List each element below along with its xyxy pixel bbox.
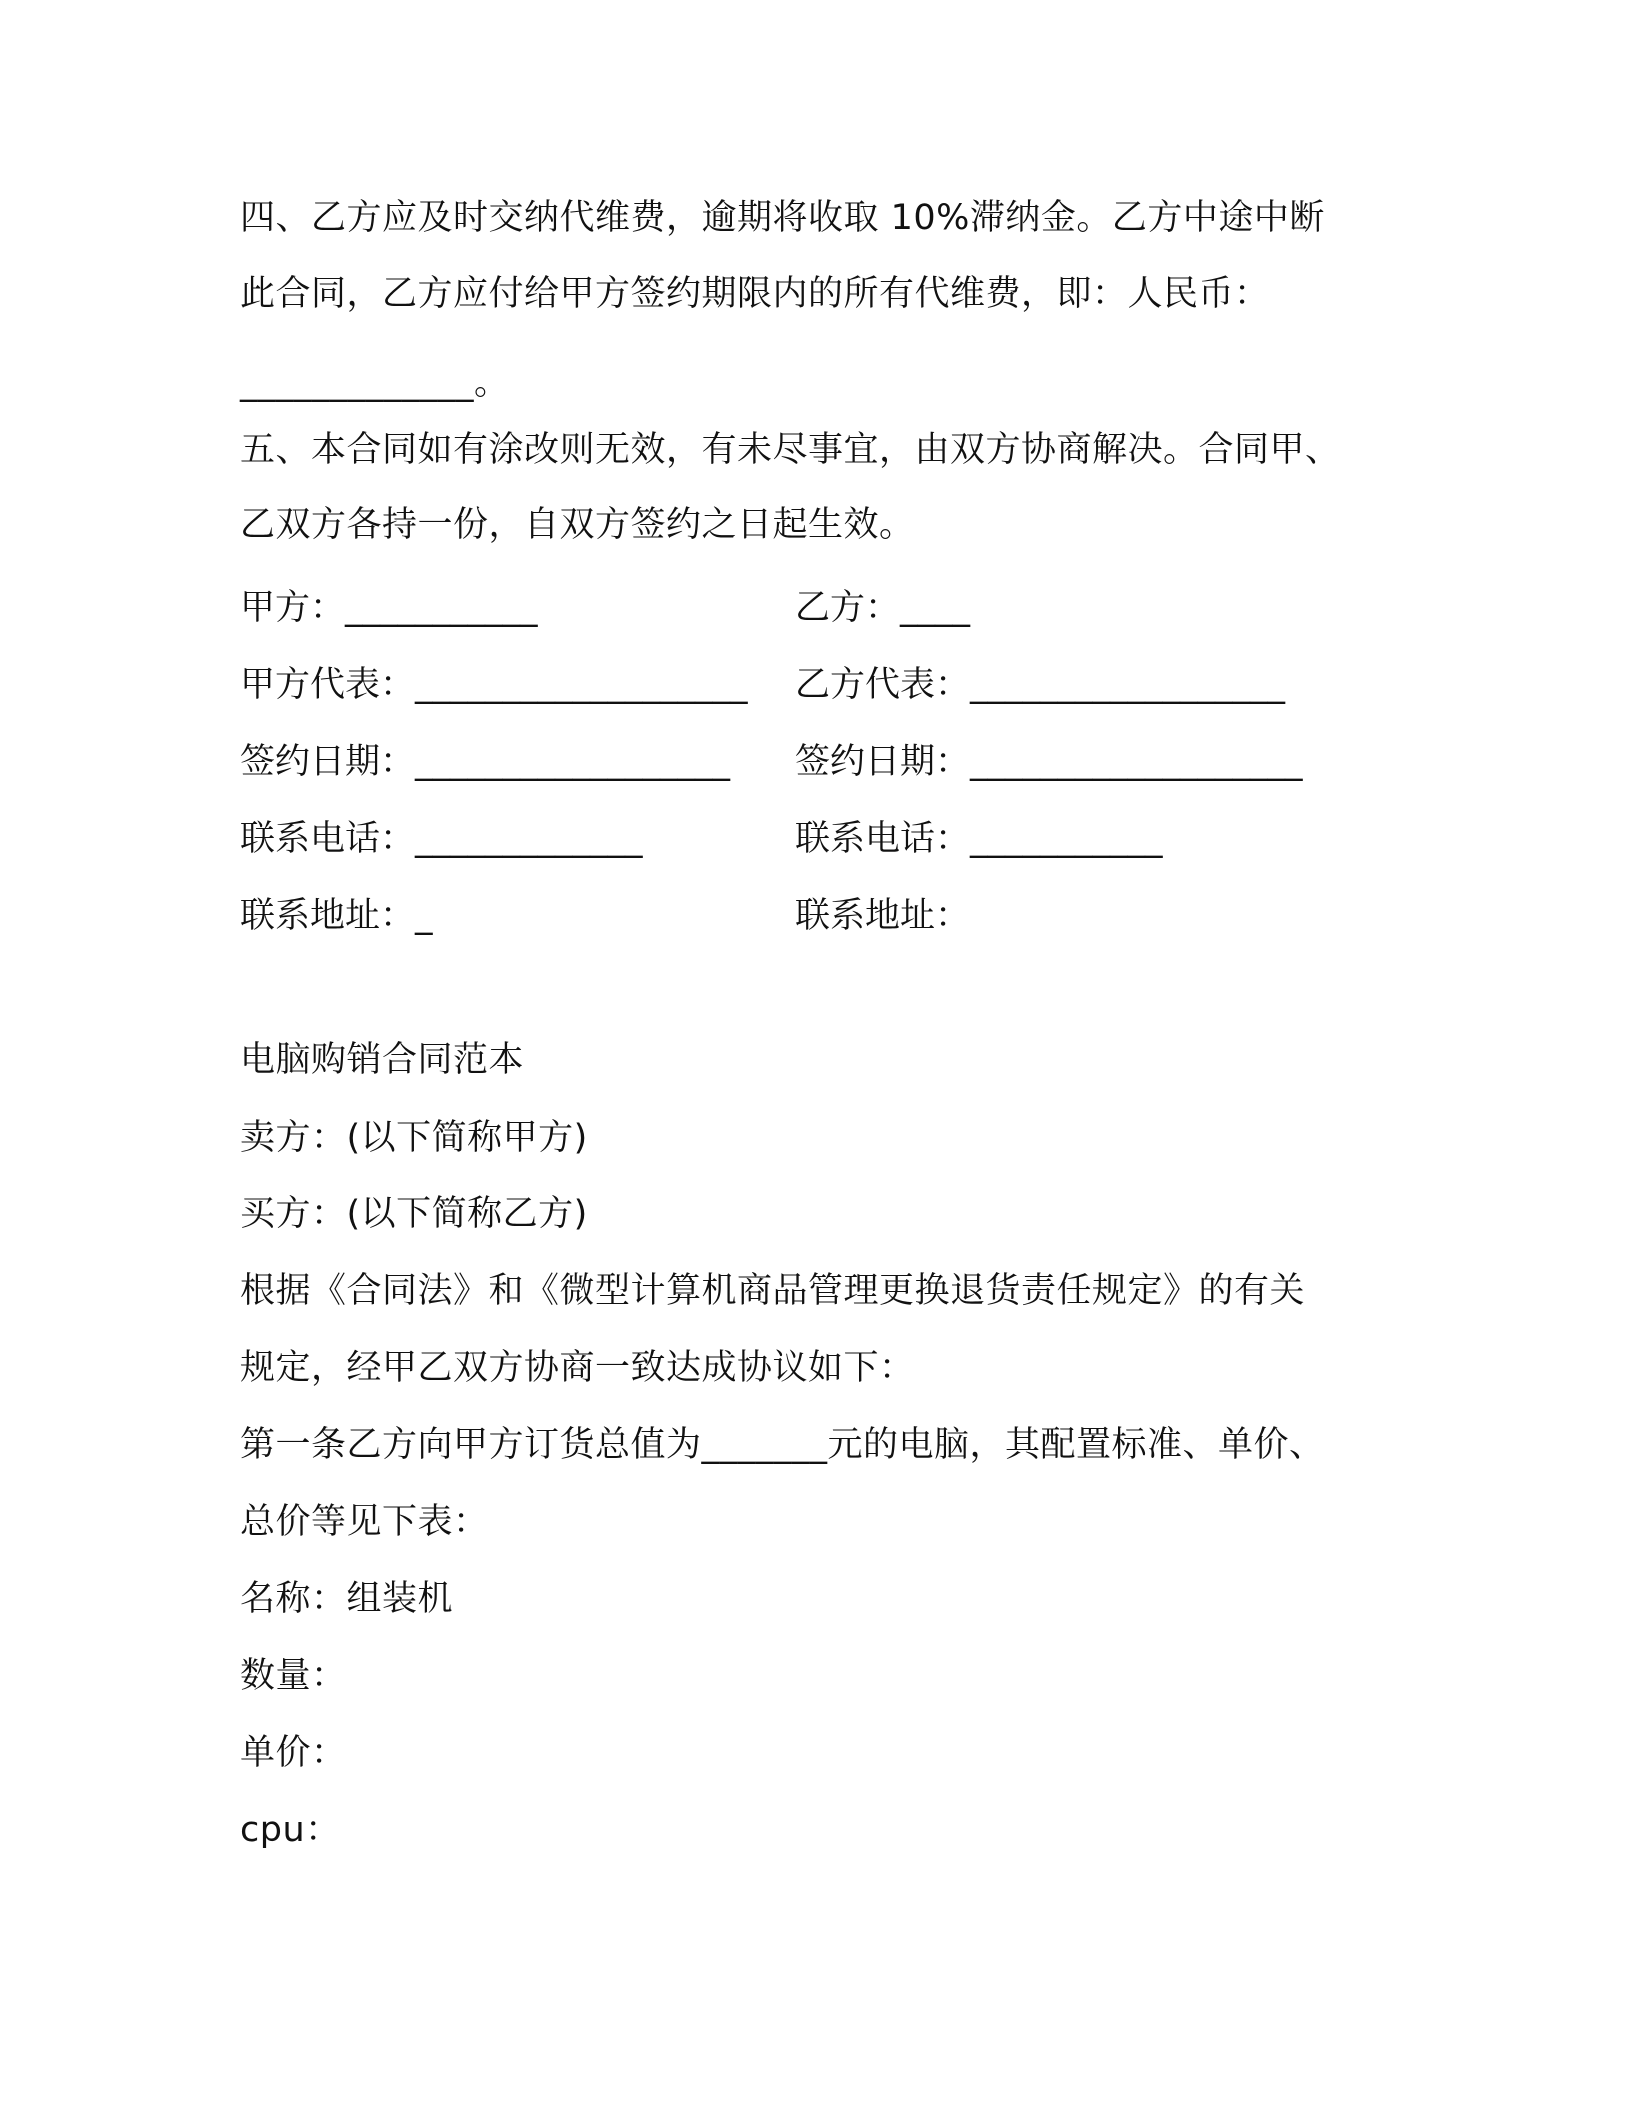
contract-title: 电脑购销合同范本 — [240, 1040, 525, 1080]
phone-b-field: 联系电话：___________ — [795, 819, 1163, 859]
rep-a-field: 甲方代表：___________________ — [240, 665, 748, 705]
clause-5-line-1: 五、本合同如有涂改则无效，有未尽事宜，由双方协商解决。合同甲、 — [240, 430, 1341, 470]
addr-b-field: 联系地址： — [795, 896, 971, 936]
clause-4-line-2: 此合同，乙方应付给甲方签约期限内的所有代维费，即：人民币： — [240, 274, 1270, 314]
date-a-field: 签约日期：__________________ — [240, 742, 731, 782]
phone-a-field: 联系电话：_____________ — [240, 819, 643, 859]
clause-4-line-3: _____________。 — [240, 363, 510, 403]
date-b-field: 签约日期：___________________ — [795, 742, 1303, 782]
party-a-field: 甲方：___________ — [240, 588, 538, 628]
signature-row-address — [240, 894, 1400, 938]
article-1-line-2: 总价等见下表： — [240, 1502, 489, 1542]
signature-row-party — [240, 586, 1400, 630]
seller-line: 卖方：(以下简称甲方) — [240, 1118, 588, 1158]
item-name: 名称：组装机 — [240, 1579, 454, 1619]
rep-b-field: 乙方代表：__________________ — [795, 665, 1286, 705]
signature-row-phone — [240, 817, 1400, 861]
buyer-line: 买方：(以下简称乙方) — [240, 1194, 588, 1234]
item-quantity: 数量： — [240, 1656, 347, 1696]
basis-line-1: 根据《合同法》和《微型计算机商品管理更换退货责任规定》的有关 — [240, 1271, 1306, 1311]
clause-5-line-2: 乙双方各持一份，自双方签约之日起生效。 — [240, 505, 915, 545]
signature-row-date — [240, 740, 1400, 784]
item-unit-price: 单价： — [240, 1733, 347, 1773]
party-b-field: 乙方：____ — [795, 588, 971, 628]
article-1-line-1: 第一条乙方向甲方订货总值为_______元的电脑，其配置标准、单价、 — [240, 1425, 1325, 1465]
clause-4-line-1: 四、乙方应及时交纳代维费，逾期将收取 10%滞纳金。乙方中途中断 — [240, 198, 1325, 238]
item-cpu: cpu： — [240, 1810, 341, 1850]
signature-row-representative — [240, 663, 1400, 707]
basis-line-2: 规定，经甲乙双方协商一致达成协议如下： — [240, 1348, 915, 1388]
addr-a-field: 联系地址：_ — [240, 896, 433, 936]
